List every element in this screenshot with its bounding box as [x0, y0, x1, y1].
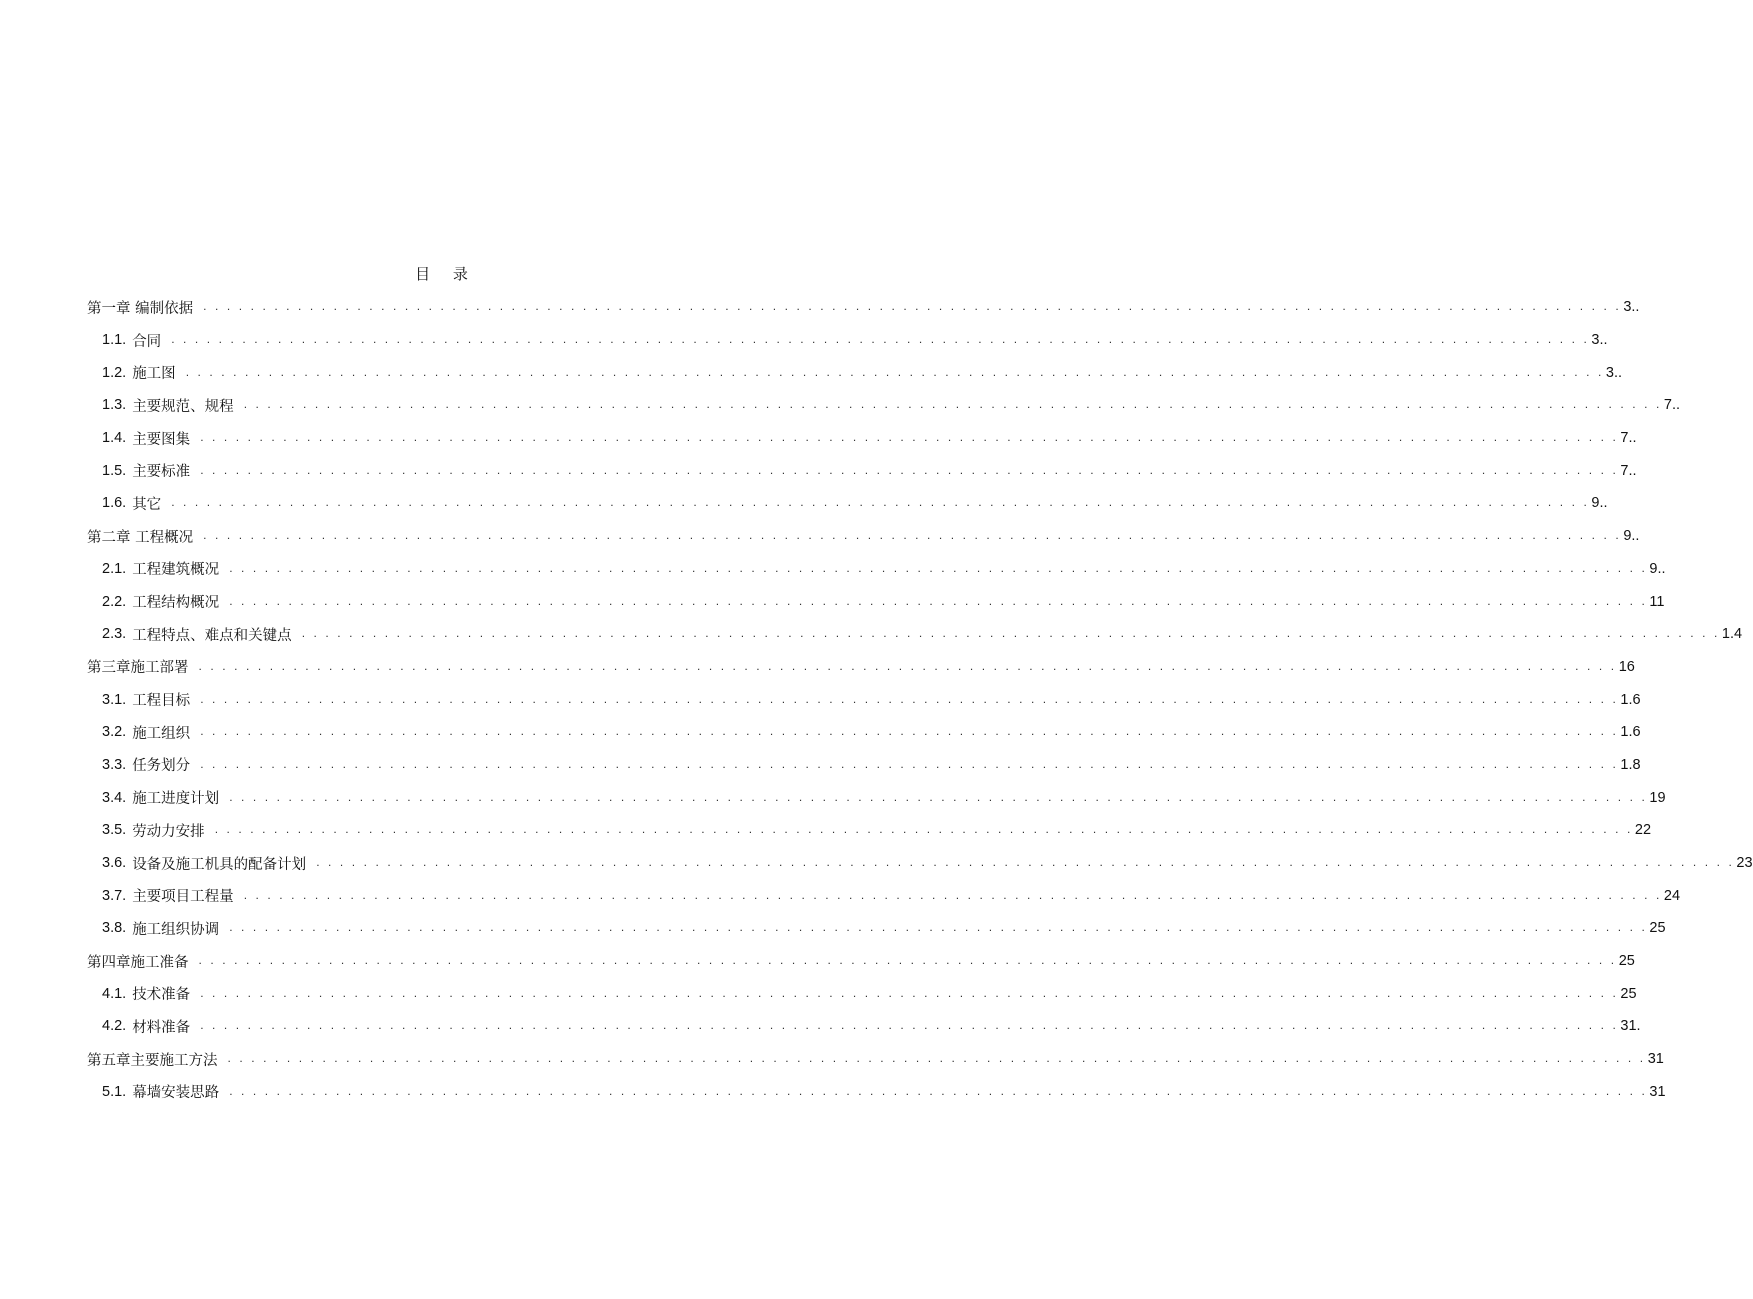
toc-entry-number: 5.1. [102, 1083, 127, 1100]
toc-entry[interactable] [87, 487, 1608, 520]
toc-entry[interactable] [87, 716, 1641, 749]
toc-entry[interactable] [87, 749, 1641, 782]
dot-leader: . . . . . . . . . . . . . . . . . . . . . . . . . . . . . . . . . . . . . . . . . . . . . . . . . . . . . . . . . . . . . . . . . . . . . . . . . . . . . . . . . . . . . . . . . . . . . . . . . . . . . . . . . . . . . . . . . . . . . . . . [171, 495, 1590, 510]
dot-leader: . . . . . . . . . . . . . . . . . . . . . . . . . . . . . . . . . . . . . . . . . . . . . . . . . . . . . . . . . . . . . . . . . . . . . . . . . . . . . . . . . . . . . . . . . . . . . . . . . . . . . . . . . . . . . . . . . . . . . . . . [243, 887, 1662, 902]
toc-entry[interactable] [87, 651, 1635, 684]
dot-leader: . . . . . . . . . . . . . . . . . . . . . . . . . . . . . . . . . . . . . . . . . . . . . . . . . . . . . . . . . . . . . . . . . . . . . . . . . . . . . . . . . . . . . . . . . . . . . . . . . . . . . . . . . . . . . . . . . . . . . . . . [200, 756, 1619, 771]
table-of-contents [87, 291, 1753, 1108]
toc-entry-label: 劳动力安排 [132, 823, 205, 840]
toc-entry-label: 工程结构概况 [132, 595, 220, 612]
toc-entry-page: 22 [1634, 822, 1652, 839]
toc-entry-label: 幕墙安装思路 [132, 1085, 220, 1102]
toc-entry-label: 技术准备 [132, 987, 191, 1004]
dot-leader: . . . . . . . . . . . . . . . . . . . . . . . . . . . . . . . . . . . . . . . . . . . . . . . . . . . . . . . . . . . . . . . . . . . . . . . . . . . . . . . . . . . . . . . . . . . . . . . . . . . . . . . . . . . . . . . . . . . . . . . . [200, 691, 1619, 706]
toc-entry-page: 9.. [1649, 560, 1666, 577]
toc-entry[interactable] [87, 553, 1666, 586]
toc-entry-page: 9.. [1591, 495, 1608, 512]
toc-entry-label: 第三章施工部署 [87, 660, 189, 677]
toc-entry-page: 31. [1620, 1018, 1641, 1035]
toc-entry[interactable] [87, 1043, 1664, 1076]
toc-entry[interactable] [87, 912, 1666, 945]
toc-entry-page: 25 [1649, 920, 1666, 937]
toc-entry-number: 3.1. [102, 691, 127, 708]
toc-entry-page: 31 [1647, 1051, 1664, 1068]
dot-leader: . . . . . . . . . . . . . . . . . . . . . . . . . . . . . . . . . . . . . . . . . . . . . . . . . . . . . . . . . . . . . . . . . . . . . . . . . . . . . . . . . . . . . . . . . . . . . . . . . . . . . . . . . . . . . . . . . . . . . . . . [203, 528, 1622, 543]
toc-entry-page: 25 [1620, 985, 1637, 1002]
toc-entry-number: 3.3. [102, 756, 127, 773]
toc-entry-label: 施工进度计划 [132, 791, 220, 808]
toc-title: 目 录 [415, 265, 477, 283]
toc-entry-page: 3.. [1623, 299, 1640, 316]
toc-entry[interactable] [87, 356, 1623, 389]
toc-entry-number: 1.5. [102, 462, 127, 479]
toc-entry[interactable] [87, 945, 1635, 978]
toc-entry-page: 25 [1618, 953, 1635, 970]
toc-entry[interactable] [87, 291, 1640, 324]
toc-entry-page: 7.. [1620, 462, 1637, 479]
toc-entry-page: 11 [1649, 593, 1665, 610]
dot-leader: . . . . . . . . . . . . . . . . . . . . . . . . . . . . . . . . . . . . . . . . . . . . . . . . . . . . . . . . . . . . . . . . . . . . . . . . . . . . . . . . . . . . . . . . . . . . . . . . . . . . . . . . . . . . . . . . . . . . . . . . [171, 332, 1590, 347]
toc-entry-label: 其它 [132, 496, 162, 513]
toc-entry[interactable] [87, 847, 1753, 880]
toc-entry-page: 23 [1736, 855, 1753, 872]
dot-leader: . . . . . . . . . . . . . . . . . . . . . . . . . . . . . . . . . . . . . . . . . . . . . . . . . . . . . . . . . . . . . . . . . . . . . . . . . . . . . . . . . . . . . . . . . . . . . . . . . . . . . . . . . . . . . . . . . . . . . . . . [198, 953, 1617, 968]
toc-entry-number: 3.4. [102, 789, 127, 806]
toc-entry[interactable] [87, 422, 1637, 455]
toc-entry-number: 3.6. [102, 855, 127, 872]
toc-entry-page: 1.6 [1620, 724, 1641, 741]
toc-entry[interactable] [87, 618, 1743, 651]
toc-entry-label: 第一章 编制依据 [87, 300, 194, 317]
dot-leader: . . . . . . . . . . . . . . . . . . . . . . . . . . . . . . . . . . . . . . . . . . . . . . . . . . . . . . . . . . . . . . . . . . . . . . . . . . . . . . . . . . . . . . . . . . . . . . . . . . . . . . . . . . . . . . . . . . . . . . . . [227, 1051, 1646, 1066]
toc-entry[interactable] [87, 585, 1665, 618]
toc-entry-page: 16 [1618, 658, 1635, 675]
dot-leader: . . . . . . . . . . . . . . . . . . . . . . . . . . . . . . . . . . . . . . . . . . . . . . . . . . . . . . . . . . . . . . . . . . . . . . . . . . . . . . . . . . . . . . . . . . . . . . . . . . . . . . . . . . . . . . . . . . . . . . . . [200, 985, 1619, 1000]
toc-entry-number: 3.2. [102, 724, 127, 741]
toc-entry-label: 主要标准 [132, 464, 191, 481]
toc-entry-label: 材料准备 [132, 1019, 191, 1036]
toc-entry-page: 19 [1649, 789, 1666, 806]
toc-entry-label: 工程建筑概况 [132, 562, 220, 579]
dot-leader: . . . . . . . . . . . . . . . . . . . . . . . . . . . . . . . . . . . . . . . . . . . . . . . . . . . . . . . . . . . . . . . . . . . . . . . . . . . . . . . . . . . . . . . . . . . . . . . . . . . . . . . . . . . . . . . . . . . . . . . . [243, 397, 1662, 412]
dot-leader: . . . . . . . . . . . . . . . . . . . . . . . . . . . . . . . . . . . . . . . . . . . . . . . . . . . . . . . . . . . . . . . . . . . . . . . . . . . . . . . . . . . . . . . . . . . . . . . . . . . . . . . . . . . . . . . . . . . . . . . . [198, 658, 1617, 673]
toc-entry-number: 4.1. [102, 985, 127, 1002]
toc-entry-label: 施工组织 [132, 725, 191, 742]
toc-entry[interactable] [87, 814, 1652, 847]
toc-entry[interactable] [87, 1076, 1666, 1109]
toc-entry-label: 第四章施工准备 [87, 954, 189, 971]
dot-leader: . . . . . . . . . . . . . . . . . . . . . . . . . . . . . . . . . . . . . . . . . . . . . . . . . . . . . . . . . . . . . . . . . . . . . . . . . . . . . . . . . . . . . . . . . . . . . . . . . . . . . . . . . . . . . . . . . . . . . . . . [229, 789, 1648, 804]
toc-entry[interactable] [87, 324, 1608, 357]
toc-entry-page: 24 [1663, 887, 1681, 904]
toc-entry-number: 1.4. [102, 430, 127, 447]
toc-entry-page: 31 [1649, 1083, 1666, 1100]
dot-leader: . . . . . . . . . . . . . . . . . . . . . . . . . . . . . . . . . . . . . . . . . . . . . . . . . . . . . . . . . . . . . . . . . . . . . . . . . . . . . . . . . . . . . . . . . . . . . . . . . . . . . . . . . . . . . . . . . . . . . . . . [229, 593, 1648, 608]
toc-entry[interactable] [87, 389, 1681, 422]
toc-entry-label: 主要规范、规程 [132, 398, 234, 415]
toc-entry[interactable] [87, 454, 1637, 487]
toc-entry-number: 3.8. [102, 920, 127, 937]
toc-entry-label: 主要项目工程量 [132, 889, 234, 906]
toc-entry-label: 合同 [132, 333, 162, 350]
toc-entry-page: 9.. [1623, 528, 1640, 545]
toc-entry-label: 任务划分 [132, 758, 191, 775]
toc-entry-number: 3.5. [102, 822, 127, 839]
toc-entry-page: 1.4 [1721, 626, 1743, 643]
toc-entry-number: 3.7. [102, 887, 127, 904]
dot-leader: . . . . . . . . . . . . . . . . . . . . . . . . . . . . . . . . . . . . . . . . . . . . . . . . . . . . . . . . . . . . . . . . . . . . . . . . . . . . . . . . . . . . . . . . . . . . . . . . . . . . . . . . . . . . . . . . . . . . . . . . [185, 364, 1604, 379]
toc-entry-label: 设备及施工机具的配备计划 [132, 856, 307, 873]
toc-entry-label: 第五章主要施工方法 [87, 1052, 218, 1069]
dot-leader: . . . . . . . . . . . . . . . . . . . . . . . . . . . . . . . . . . . . . . . . . . . . . . . . . . . . . . . . . . . . . . . . . . . . . . . . . . . . . . . . . . . . . . . . . . . . . . . . . . . . . . . . . . . . . . . . . . . . . . . . [301, 626, 1720, 641]
toc-entry-label: 主要图集 [132, 431, 191, 448]
toc-entry-number: 2.2. [102, 593, 127, 610]
dot-leader: . . . . . . . . . . . . . . . . . . . . . . . . . . . . . . . . . . . . . . . . . . . . . . . . . . . . . . . . . . . . . . . . . . . . . . . . . . . . . . . . . . . . . . . . . . . . . . . . . . . . . . . . . . . . . . . . . . . . . . . . [229, 560, 1648, 575]
toc-entry-page: 3.. [1591, 332, 1608, 349]
toc-entry-number: 1.3. [102, 397, 127, 414]
toc-entry-label: 工程特点、难点和关键点 [132, 627, 292, 644]
toc-entry-number: 2.1. [102, 560, 127, 577]
toc-entry-label: 施工组织协调 [132, 921, 220, 938]
toc-entry[interactable] [87, 520, 1640, 553]
dot-leader: . . . . . . . . . . . . . . . . . . . . . . . . . . . . . . . . . . . . . . . . . . . . . . . . . . . . . . . . . . . . . . . . . . . . . . . . . . . . . . . . . . . . . . . . . . . . . . . . . . . . . . . . . . . . . . . . . . . . . . . . [200, 1018, 1619, 1033]
toc-entry[interactable] [87, 1010, 1641, 1043]
dot-leader: . . . . . . . . . . . . . . . . . . . . . . . . . . . . . . . . . . . . . . . . . . . . . . . . . . . . . . . . . . . . . . . . . . . . . . . . . . . . . . . . . . . . . . . . . . . . . . . . . . . . . . . . . . . . . . . . . . . . . . . . [214, 822, 1633, 837]
toc-entry-number: 1.2. [102, 364, 127, 381]
dot-leader: . . . . . . . . . . . . . . . . . . . . . . . . . . . . . . . . . . . . . . . . . . . . . . . . . . . . . . . . . . . . . . . . . . . . . . . . . . . . . . . . . . . . . . . . . . . . . . . . . . . . . . . . . . . . . . . . . . . . . . . . [200, 724, 1619, 739]
toc-entry-page: 7.. [1663, 397, 1681, 414]
toc-entry-page: 3.. [1605, 364, 1623, 381]
toc-entry-label: 工程目标 [132, 693, 191, 710]
dot-leader: . . . . . . . . . . . . . . . . . . . . . . . . . . . . . . . . . . . . . . . . . . . . . . . . . . . . . . . . . . . . . . . . . . . . . . . . . . . . . . . . . . . . . . . . . . . . . . . . . . . . . . . . . . . . . . . . . . . . . . . . [316, 855, 1735, 870]
toc-entry-number: 4.2. [102, 1018, 127, 1035]
toc-entry-page: 7.. [1620, 430, 1637, 447]
toc-entry-number: 2.3. [102, 626, 127, 643]
toc-entry-label: 第二章 工程概况 [87, 529, 194, 546]
dot-leader: . . . . . . . . . . . . . . . . . . . . . . . . . . . . . . . . . . . . . . . . . . . . . . . . . . . . . . . . . . . . . . . . . . . . . . . . . . . . . . . . . . . . . . . . . . . . . . . . . . . . . . . . . . . . . . . . . . . . . . . . [203, 299, 1622, 314]
toc-entry-number: 1.1. [102, 332, 127, 349]
toc-entry[interactable] [87, 781, 1666, 814]
toc-entry-page: 1.8 [1620, 756, 1641, 773]
toc-entry-page: 1.6 [1620, 691, 1641, 708]
toc-entry[interactable] [87, 977, 1637, 1010]
toc-entry[interactable] [87, 879, 1681, 912]
dot-leader: . . . . . . . . . . . . . . . . . . . . . . . . . . . . . . . . . . . . . . . . . . . . . . . . . . . . . . . . . . . . . . . . . . . . . . . . . . . . . . . . . . . . . . . . . . . . . . . . . . . . . . . . . . . . . . . . . . . . . . . . [229, 920, 1648, 935]
dot-leader: . . . . . . . . . . . . . . . . . . . . . . . . . . . . . . . . . . . . . . . . . . . . . . . . . . . . . . . . . . . . . . . . . . . . . . . . . . . . . . . . . . . . . . . . . . . . . . . . . . . . . . . . . . . . . . . . . . . . . . . . [200, 430, 1619, 445]
toc-entry-number: 1.6. [102, 495, 127, 512]
dot-leader: . . . . . . . . . . . . . . . . . . . . . . . . . . . . . . . . . . . . . . . . . . . . . . . . . . . . . . . . . . . . . . . . . . . . . . . . . . . . . . . . . . . . . . . . . . . . . . . . . . . . . . . . . . . . . . . . . . . . . . . . [229, 1083, 1648, 1098]
dot-leader: . . . . . . . . . . . . . . . . . . . . . . . . . . . . . . . . . . . . . . . . . . . . . . . . . . . . . . . . . . . . . . . . . . . . . . . . . . . . . . . . . . . . . . . . . . . . . . . . . . . . . . . . . . . . . . . . . . . . . . . . [200, 462, 1619, 477]
toc-entry[interactable] [87, 683, 1641, 716]
toc-entry-label: 施工图 [132, 366, 176, 383]
